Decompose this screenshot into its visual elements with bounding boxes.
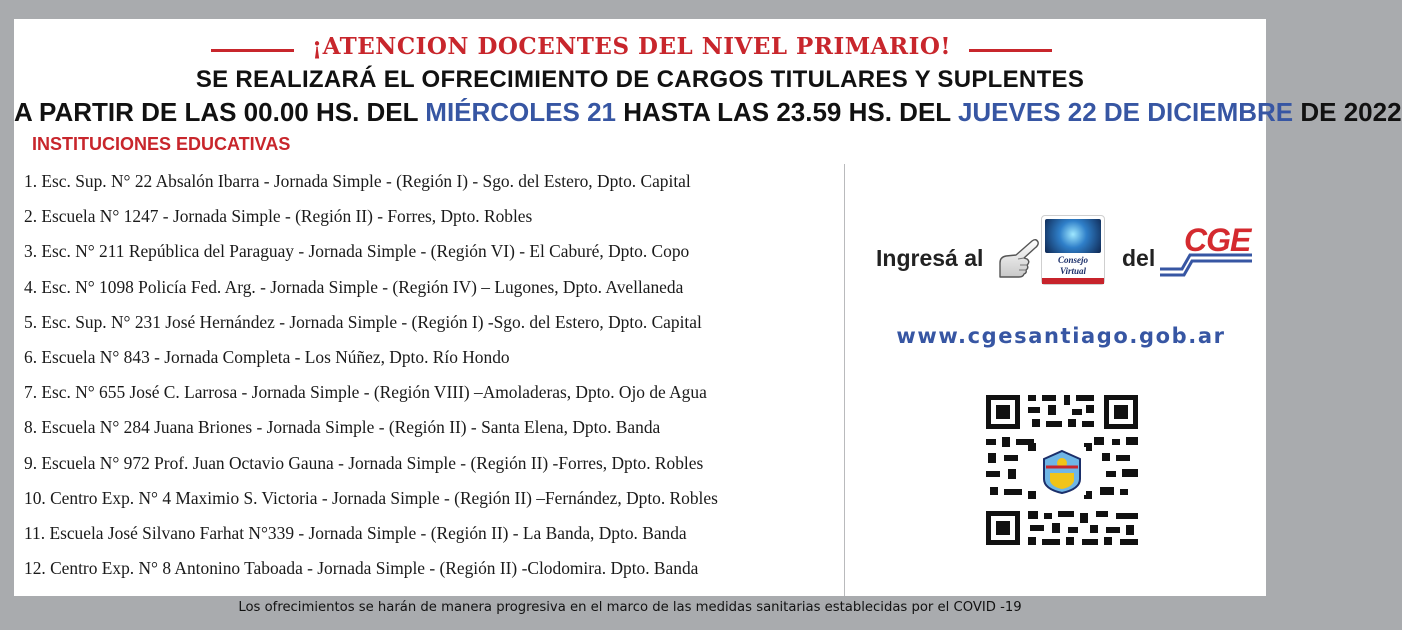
cge-logo-text: CGE (1184, 222, 1251, 258)
access-suffix: del (1122, 245, 1156, 271)
school-list (24, 164, 844, 586)
headline-rule-right (969, 49, 1052, 52)
section-label: INSTITUCIONES EDUCATIVAS (32, 134, 291, 154)
consejo-virtual-bar (1042, 278, 1104, 284)
offer-subtitle: SE REALIZARÁ EL OFRECIMIENTO DE CARGOS TITULARES Y SUPLENTES (195, 66, 1085, 93)
vertical-divider (844, 164, 845, 596)
qr-code[interactable] (976, 387, 1148, 553)
school-item: 7. Esc. N° 655 José C. Larrosa - Jornada Simple - (Región VIII) –Amoladeras, Dpto. Ojo de Agua (24, 382, 707, 403)
announcement-panel (14, 19, 1402, 596)
school-item: 2. Escuela N° 1247 - Jornada Simple - (Región II) - Forres, Dpto. Robles (24, 206, 533, 227)
school-item: 1. Esc. Sup. N° 22 Absalón Ibarra - Jornada Simple - (Región I) - Sgo. del Estero, Dpto. Capital (24, 171, 691, 191)
consejo-virtual-logo (1041, 215, 1105, 285)
school-item: 8. Escuela N° 284 Juana Briones - Jornada Simple - (Región II) - Santa Elena, Dpto. Banda (24, 417, 661, 438)
offer-dates (14, 97, 1402, 128)
consejo-virtual-line1: Consejo (1057, 255, 1088, 265)
consejo-virtual-line2: Virtual (1059, 266, 1086, 276)
access-prefix: Ingresá al (876, 245, 984, 271)
dates-part2: HASTA LAS 23.59 HS. DEL (616, 97, 958, 127)
qr-emblem (1038, 447, 1086, 495)
access-banner (876, 222, 1251, 291)
website-link[interactable]: www.cgesantiago.gob.ar (896, 324, 1226, 348)
consejo-virtual-screen (1045, 219, 1101, 253)
school-item: 12. Centro Exp. N° 8 Antonino Taboada - Jornada Simple - (Región II) -Clodomira. Dpto. Banda (24, 558, 699, 579)
school-item: 10. Centro Exp. N° 4 Maximio S. Victoria - Jornada Simple - (Región II) –Fernández, Dpto. Robles (24, 487, 718, 508)
school-item: 6. Escuela N° 843 - Jornada Completa - Los Núñez, Dpto. Río Hondo (24, 346, 510, 367)
school-item: 11. Escuela José Silvano Farhat N°339 - Jornada Simple - (Región II) - La Banda, Dpto. Banda (24, 522, 687, 543)
headline-title: ¡ATENCION DOCENTES DEL NIVEL PRIMARIO! (311, 33, 952, 60)
school-item: 3. Esc. N° 211 República del Paraguay - Jornada Simple - (Región VI) - El Caburé, Dpto. Copo (24, 241, 690, 262)
school-item: 5. Esc. Sup. N° 231 José Hernández - Jornada Simple - (Región I) -Sgo. del Estero, Dpto. Capital (24, 311, 702, 332)
school-item: 9. Escuela N° 972 Prof. Juan Octavio Gauna - Jornada Simple - (Región II) -Forres, Dpto. Robles (24, 452, 704, 473)
headline-rule-left (211, 49, 294, 52)
dates-part1: A PARTIR DE LAS 00.00 HS. DEL (14, 97, 426, 127)
dates-end-day: JUEVES 22 DE DICIEMBRE (957, 97, 1294, 127)
headline (14, 33, 1266, 69)
cge-logo (1160, 221, 1252, 285)
footer-note: Los ofrecimientos se harán de manera progresiva en el marco de las medidas sanitarias establecidas por el COVID -19 (238, 600, 1022, 615)
dates-start-day: MIÉRCOLES 21 (425, 97, 616, 127)
pointing-hand-icon (994, 237, 1040, 283)
dates-part3: DE 2022 (1293, 97, 1402, 127)
school-item: 4. Esc. N° 1098 Policía Fed. Arg. - Jornada Simple - (Región IV) – Lugones, Dpto. Avellaneda (24, 276, 684, 297)
